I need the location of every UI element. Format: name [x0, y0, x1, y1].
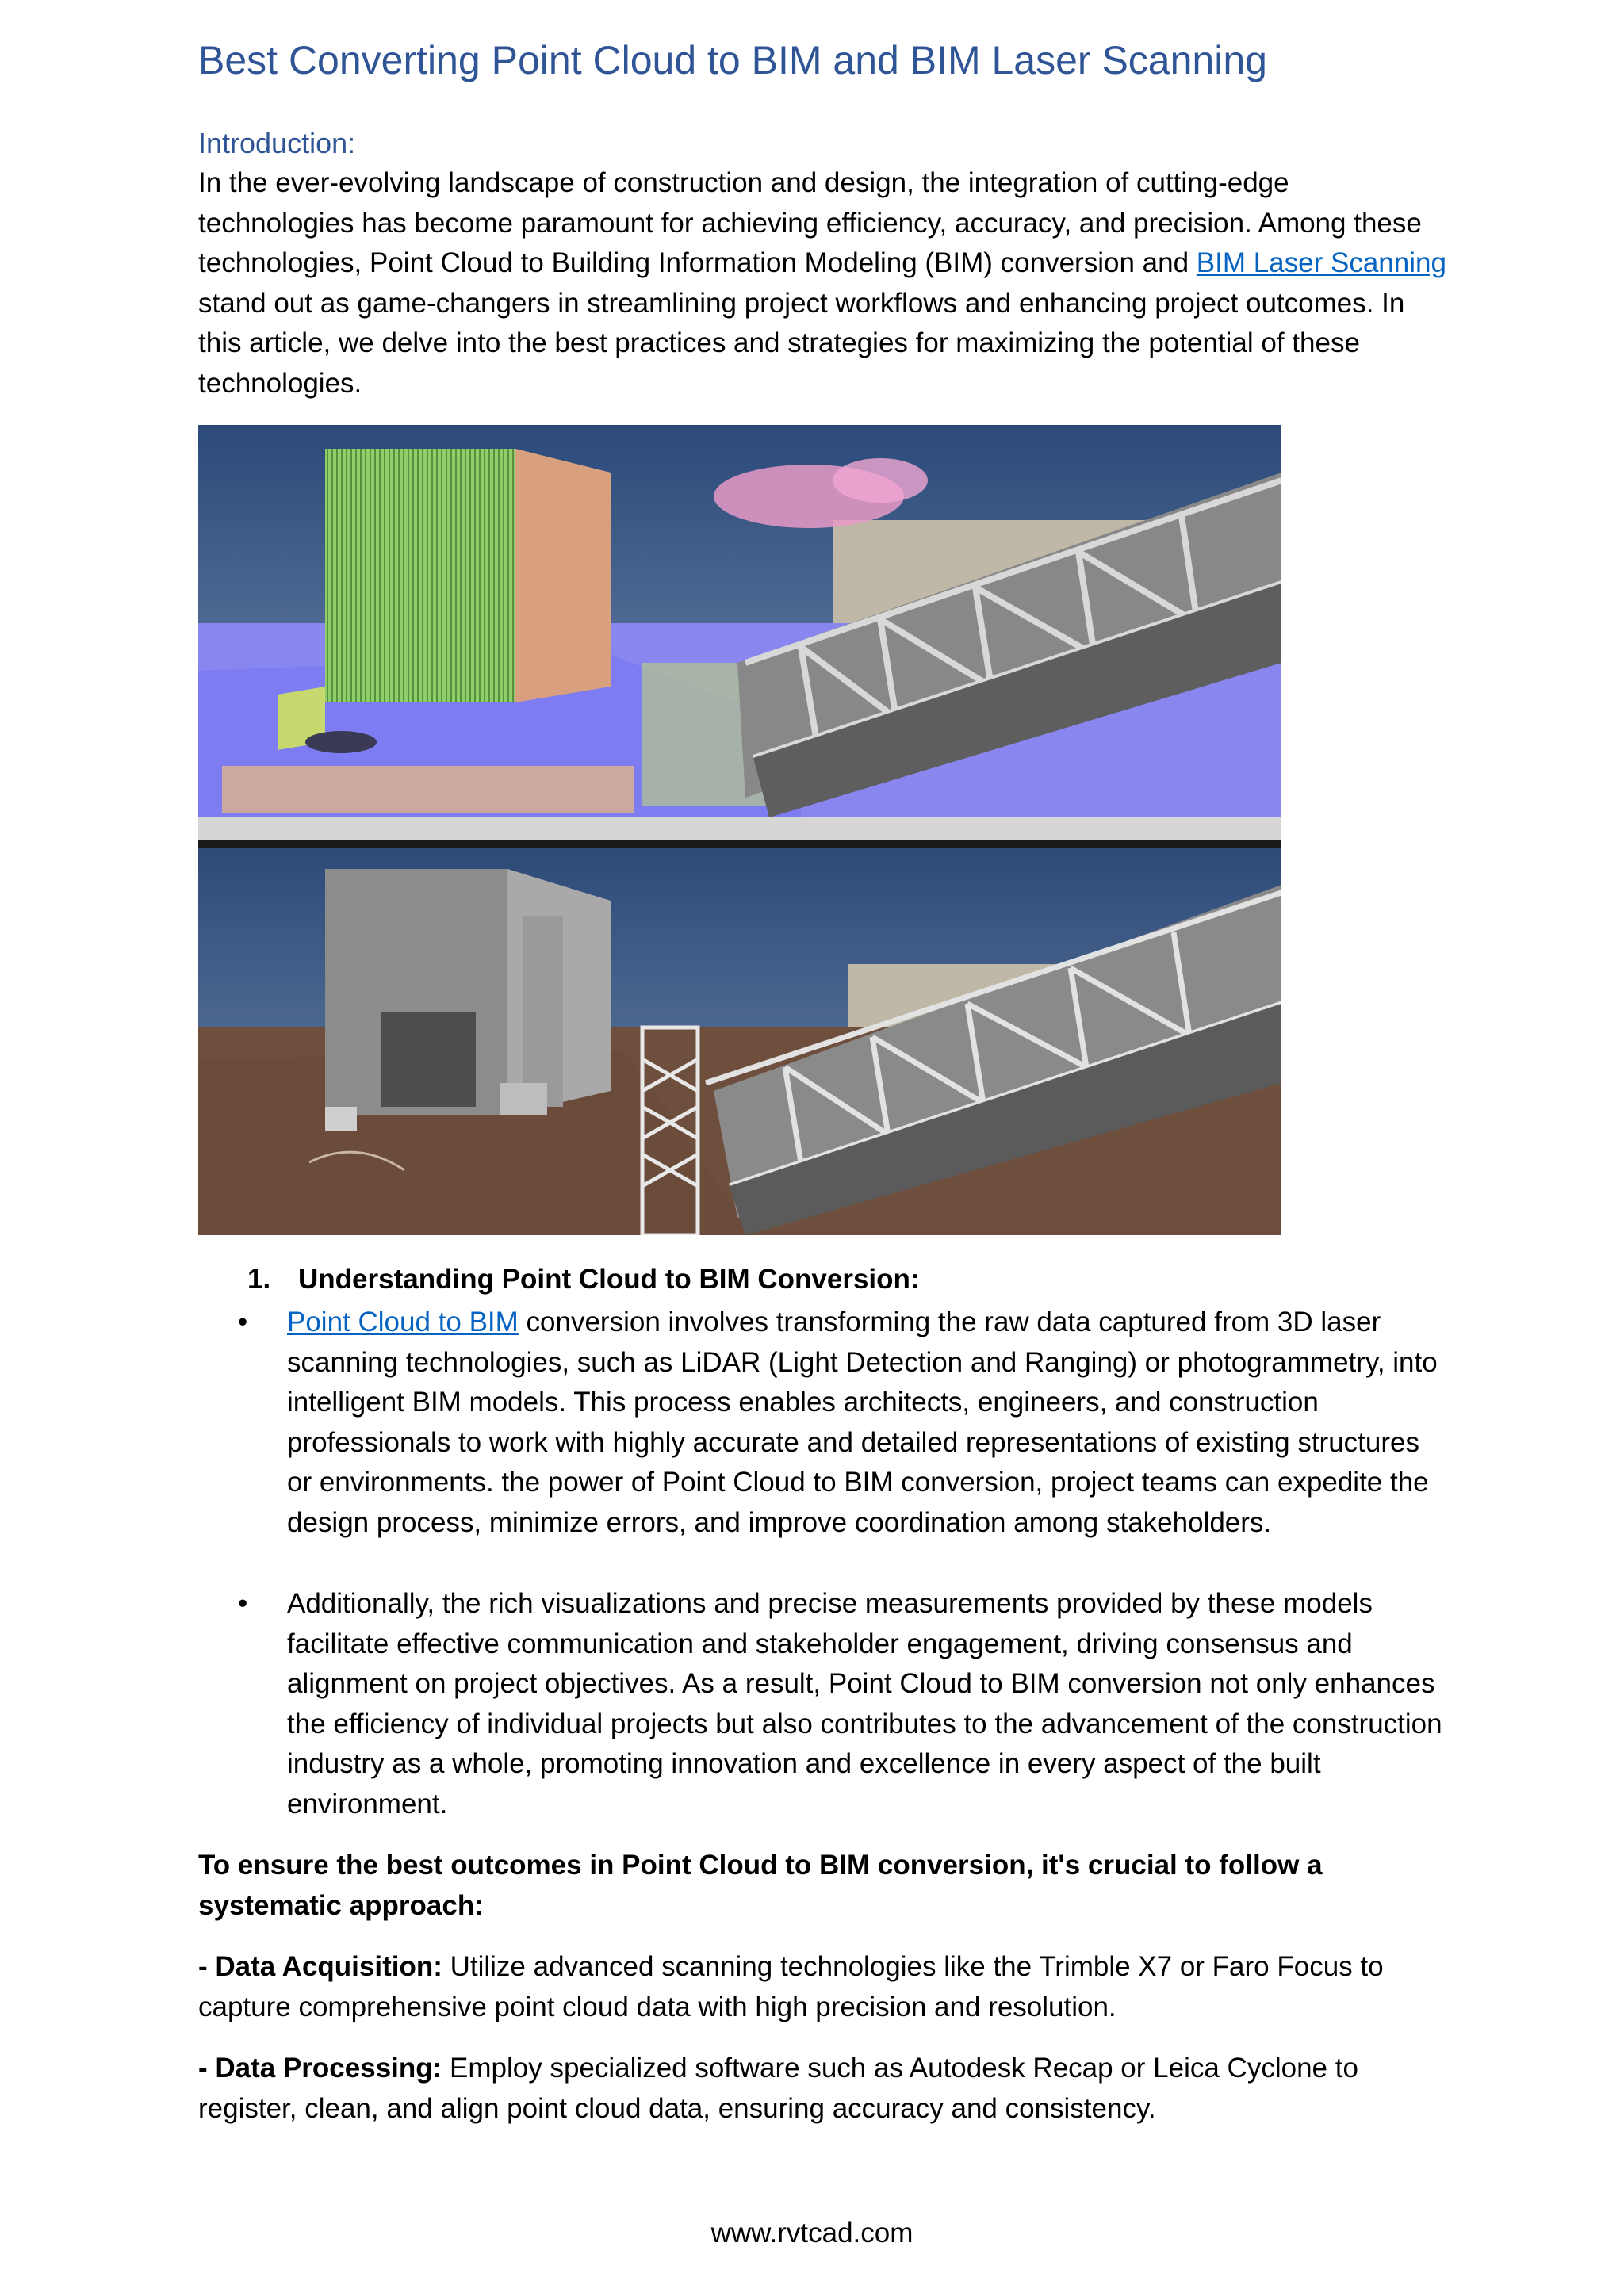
- intro-text-start: In the ever-evolving landscape of construction and design, the integration of cutting-edge technologies has become paramount for achieving efficiency, accuracy, and precision. Among these technologies, Point Cloud to Building Information Modeling (BIM) conversion and: [198, 167, 1422, 278]
- bim-laser-scanning-link[interactable]: BIM Laser Scanning: [1196, 247, 1446, 278]
- systematic-approach-heading: To ensure the best outcomes in Point Cloud to BIM conversion, it's crucial to follow a systematic approach:: [198, 1850, 1323, 1921]
- point-cloud-vs-bim-image: [198, 425, 1281, 1235]
- section-1-heading: [247, 1260, 920, 1299]
- bullet-2-text: Additionally, the rich visualizations and precise measurements provided by these models facilitate effective communication and stakeholder engagement, driving consensus and alignment on project objectives. As a result, Point Cloud to BIM conversion not only enhances the efficiency of individual projects but also contributes to the advancement of the construction industry as a whole, promoting innovation and excellence in every aspect of the built environment.: [287, 1588, 1442, 1820]
- list-item: [238, 1584, 1451, 1824]
- data-acquisition-text: Utilize advanced scanning technologies like the Trimble X7 or Faro Focus to capture comprehensive point cloud data with high precision and resolution.: [198, 1951, 1384, 2022]
- data-processing-paragraph: [198, 2049, 1451, 2129]
- intro-text-end: stand out as game-changers in streamlining project workflows and enhancing project outcomes. In this article, we delve into the best practices and strategies for maximizing the potential of these technologies.: [198, 287, 1405, 399]
- data-acquisition-paragraph: [198, 1947, 1451, 2027]
- intro-heading: Introduction:: [198, 127, 356, 159]
- footer-website: www.rvtcad.com: [710, 2218, 914, 2248]
- list-item: [238, 1303, 1451, 1543]
- point-cloud-to-bim-link[interactable]: Point Cloud to BIM: [287, 1307, 519, 1337]
- bullet-1-text: conversion involves transforming the raw data captured from 3D laser scanning technologies, such as LiDAR (Light Detection and Ranging) or photogrammetry, into intelligent BIM models. This process enables architects, engineers, and construction professionals to work with highly accurate and detailed representations of existing structures or environments. the power of Point Cloud to BIM conversion, project teams can expedite the design process, minimize errors, and improve coordination among stakeholders.: [287, 1307, 1438, 1538]
- bullet-icon: •: [238, 1588, 248, 1619]
- section-1-number: 1.: [247, 1264, 271, 1295]
- data-processing-label: - Data Processing:: [198, 2053, 442, 2084]
- section-1-title: Understanding Point Cloud to BIM Conversion:: [298, 1264, 920, 1295]
- list-item-text: [287, 1303, 1451, 1543]
- data-processing-text: Employ specialized software such as Autodesk Recap or Leica Cyclone to register, clean, and align point cloud data, ensuring accuracy and consistency.: [198, 2053, 1358, 2124]
- bullet-icon: •: [238, 1307, 248, 1337]
- page-title: Best Converting Point Cloud to BIM and BIM Laser Scanning: [198, 38, 1267, 82]
- data-acquisition-label: - Data Acquisition:: [198, 1951, 442, 1982]
- intro-paragraph: [198, 163, 1451, 404]
- point-cloud-bim-illustration: [198, 425, 1281, 1235]
